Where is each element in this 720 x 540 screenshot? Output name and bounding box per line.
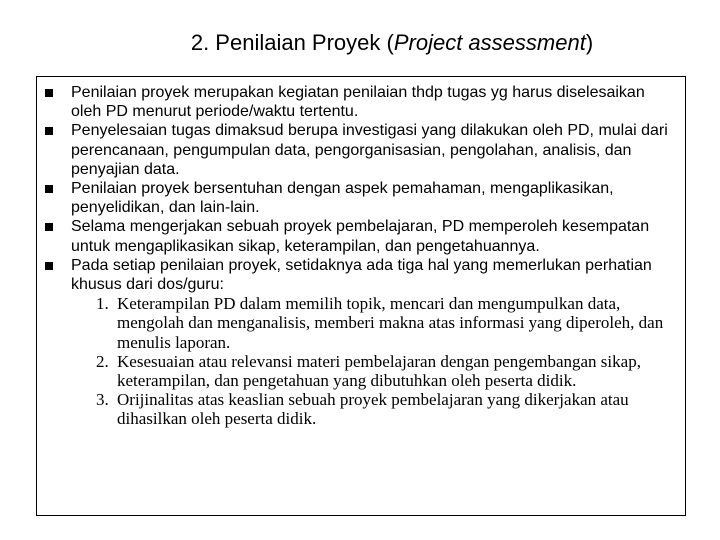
bullet-text: Pada setiap penilaian proyek, setidaknya ada tiga hal yang memerlukan perhatian khusus dari dos/guru:	[71, 256, 652, 294]
square-bullet-icon	[45, 127, 53, 135]
bullet-item	[43, 83, 677, 121]
bullet-text: Penilaian proyek merupakan kegiatan penilaian thdp tugas yg harus diselesaikan oleh PD menurut periode/waktu tertentu.	[71, 84, 645, 121]
bullet-item	[43, 121, 677, 179]
bullet-item	[43, 179, 677, 217]
title-italic: Project assessment	[393, 30, 586, 55]
bullet-text: Penilaian proyek bersentuhan dengan aspek pemahaman, mengaplikasikan, penyelidikan, dan lain-lain.	[71, 180, 614, 217]
square-bullet-icon	[45, 262, 53, 270]
item-number: 2.	[96, 351, 109, 371]
square-bullet-icon	[45, 185, 53, 193]
numbered-list	[71, 294, 677, 428]
title-close: )	[585, 30, 594, 55]
bullet-list	[43, 83, 677, 429]
square-bullet-icon	[45, 89, 53, 97]
item-text: Kesesuaian atau relevansi materi pembelajaran dengan pengembangan sikap, keterampilan, dan pengetahuan yang dibutuhkan oleh peserta didik.	[117, 351, 641, 391]
numbered-item	[81, 390, 677, 428]
title-main: 2. Penilaian Proyek (	[190, 30, 394, 55]
item-number: 3.	[96, 390, 109, 410]
item-number: 1.	[96, 294, 109, 314]
numbered-item	[81, 352, 677, 390]
bullet-text: Penyelesaian tugas dimaksud berupa investigasi yang dilakukan oleh PD, mulai dari perencanaan, pengumpulan data, pengorganisasian, pengolahan, analisis, dan penyajian data.	[71, 122, 668, 178]
item-text: Keterampilan PD dalam memilih topik, mencari dan mengumpulkan data, mengolah dan menganalisis, memberi makna atas informasi yang diperoleh, dan menulis laporan.	[117, 294, 664, 352]
numbered-item	[81, 294, 677, 352]
content-box	[36, 76, 686, 516]
square-bullet-icon	[45, 223, 53, 231]
slide-title	[0, 30, 720, 56]
bullet-item	[43, 217, 677, 255]
bullet-text: Selama mengerjakan sebuah proyek pembelajaran, PD memperoleh kesempatan untuk mengaplikasikan sikap, keterampilan, dan pengetahuannya.	[71, 218, 650, 255]
bullet-item	[43, 256, 677, 429]
item-text: Orijinalitas atas keaslian sebuah proyek pembelajaran yang dikerjakan atau dihasilkan oleh peserta didik.	[117, 390, 629, 429]
